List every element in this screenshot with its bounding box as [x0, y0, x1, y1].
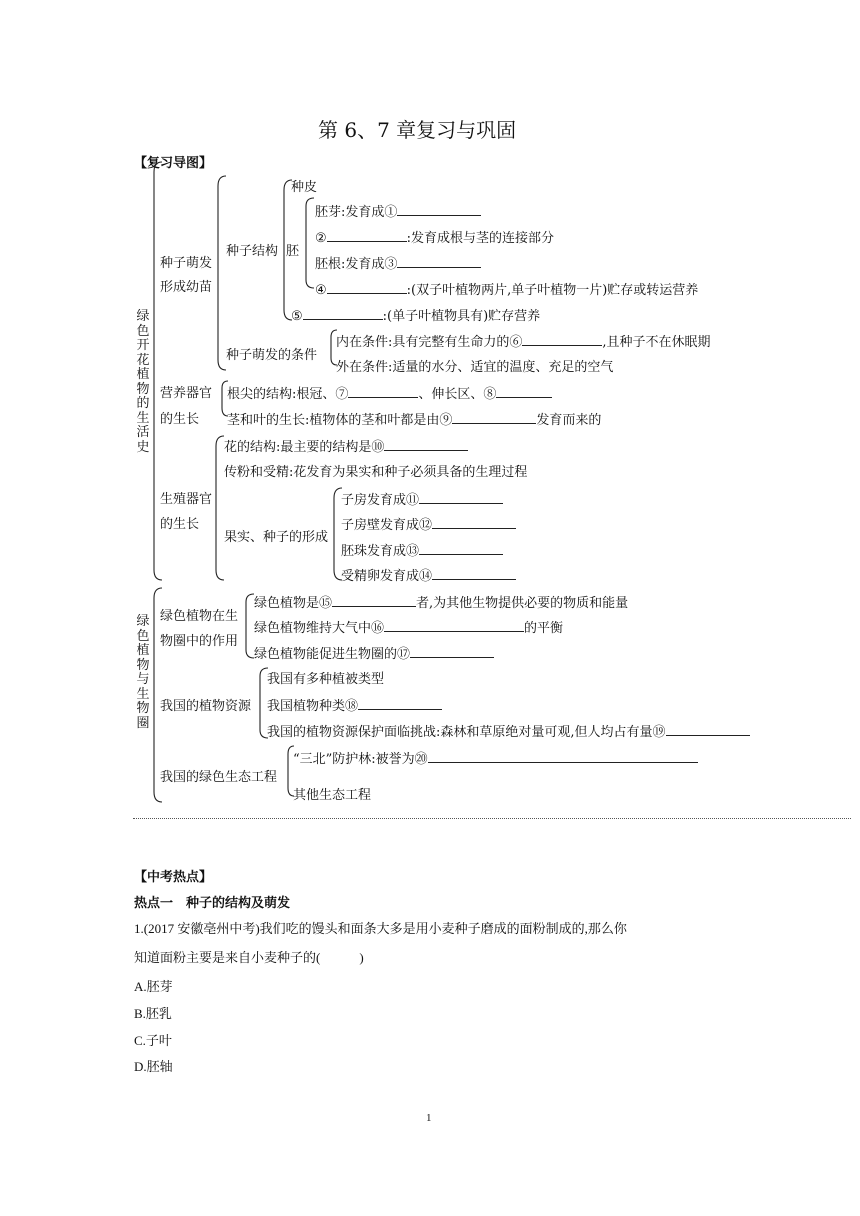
ovary-text: 子房发育成⑪: [341, 493, 420, 508]
blank-11: [419, 491, 503, 504]
vegetative-label-line2: 的生长: [160, 412, 200, 427]
page-number: 1: [426, 1112, 432, 1124]
radicle-num: ②: [315, 231, 327, 246]
hypocotyl-text: 胚根:发育成③: [315, 257, 398, 272]
hypocotyl-line: [315, 253, 481, 272]
radicle-line: [315, 227, 554, 246]
blank-3: [397, 255, 481, 268]
question-1-stem-line2: 知道面粉主要是来自小麦种子的( ): [134, 950, 364, 965]
fruit-seed-label: 果实、种子的形成: [224, 530, 329, 545]
question-1-stem-line1: 1.(2017 安徽亳州中考)我们吃的馒头和面条大多是用小麦种子磨成的面粉制成的,那么你: [134, 921, 627, 936]
ovary-wall-line: [341, 514, 516, 533]
reproductive-label-line1: 生殖器官: [160, 492, 213, 507]
blank-7: [348, 385, 418, 398]
root-tip-text: 根尖的结构:根冠、⑦: [227, 387, 349, 402]
ovule-line: [341, 540, 503, 559]
blank-17: [410, 645, 494, 658]
blank-12: [432, 516, 516, 529]
dotted-divider: [133, 818, 851, 819]
plumule-line: [315, 201, 481, 220]
eco-label: 我国的绿色生态工程: [160, 770, 278, 785]
germination-label-line1: 种子萌发: [160, 256, 213, 271]
role-label-line2: 物圈中的作用: [160, 634, 239, 649]
section-biosphere-label: 绿色植物与生物圈: [136, 614, 150, 731]
vegetative-label-line1: 营养器官: [160, 386, 213, 401]
challenge-text: 我国的植物资源保护面临挑战:森林和草原绝对量可观,但人均占有量⑲: [267, 725, 666, 740]
blank-1: [397, 203, 481, 216]
radicle-tail: :发育成根与茎的连接部分: [406, 231, 555, 246]
cotyledon-tail: :(双子叶植物两片,单子叶植物一片)贮存或转运营养: [406, 283, 699, 298]
blank-9: [452, 411, 536, 424]
option-c: C.子叶: [134, 1033, 172, 1048]
option-a: A.胚芽: [134, 979, 173, 994]
vegetation-types: 我国有多种植被类型: [267, 672, 385, 687]
ovary-line: [341, 489, 503, 508]
blank-2: [327, 229, 407, 242]
blank-6: [522, 333, 602, 346]
option-b: B.胚乳: [134, 1006, 172, 1021]
blank-18: [358, 697, 442, 710]
zygote-line: [341, 565, 516, 584]
cycle-text: 绿色植物能促进生物圈的⑰: [254, 647, 411, 662]
resources-label: 我国的植物资源: [160, 699, 252, 714]
blank-14: [432, 567, 516, 580]
endosperm-tail: :(单子叶植物具有)贮存营养: [382, 309, 541, 324]
blank-13: [419, 542, 503, 555]
cotyledon-num: ④: [315, 283, 327, 298]
blank-20: [428, 750, 698, 763]
internal-tail: ,且种子不在休眠期: [602, 335, 711, 350]
blank-19: [666, 723, 750, 736]
blank-16: [384, 619, 524, 632]
three-north-text: “三北”防护林:被誉为⑳: [293, 752, 428, 767]
flower-structure-line: [224, 436, 468, 455]
species-line: [267, 695, 442, 714]
germination-label-line2: 形成幼苗: [160, 280, 213, 295]
role-label-line1: 绿色植物在生: [160, 609, 239, 624]
ovary-wall-text: 子房壁发育成⑫: [341, 518, 433, 533]
cotyledon-line: [315, 279, 698, 298]
producer-tail: 者,为其他生物提供必要的物质和能量: [416, 596, 629, 611]
plumule-text: 胚芽:发育成①: [315, 205, 398, 220]
external-condition: 外在条件:适量的水分、适宜的温度、充足的空气: [336, 360, 614, 375]
internal-text: 内在条件:具有完整有生命力的⑥: [336, 335, 523, 350]
option-d: D.胚轴: [134, 1059, 173, 1074]
zygote-text: 受精卵发育成⑭: [341, 569, 433, 584]
review-map-header: 【复习导图】: [134, 156, 213, 171]
stem-leaf-line: [227, 409, 601, 428]
exam-hotspot-header: 【中考热点】: [134, 870, 213, 885]
blank-5: [303, 307, 383, 320]
ovule-text: 胚珠发育成⑬: [341, 544, 420, 559]
hotspot-1-title: 热点一 种子的结构及萌发: [134, 896, 291, 911]
cycle-line: [254, 643, 494, 662]
balance-line: [254, 617, 563, 636]
challenge-line: [267, 721, 750, 740]
stem-leaf-tail: 发育而来的: [536, 413, 602, 428]
internal-condition: [336, 331, 711, 350]
section-life-history-label: 绿色开花植物的生活史: [136, 309, 150, 455]
seed-structure-label: 种子结构: [226, 244, 279, 259]
pollination-line: 传粉和受精:花发育为果实和种子必须具备的生理过程: [224, 465, 528, 480]
flower-structure-text: 花的结构:最主要的结构是⑩: [224, 440, 385, 455]
producer-line: [254, 592, 628, 611]
producer-text: 绿色植物是⑮: [254, 596, 333, 611]
page-title: 第 6、7 章复习与巩固: [318, 118, 517, 142]
embryo-label: 胚: [286, 244, 300, 259]
blank-10: [384, 438, 468, 451]
blank-4: [327, 281, 407, 294]
endosperm-num: ⑤: [291, 309, 303, 324]
conditions-label: 种子萌发的条件: [226, 348, 318, 363]
stem-leaf-text: 茎和叶的生长:植物体的茎和叶都是由⑨: [227, 413, 453, 428]
seed-coat: 种皮: [291, 180, 318, 195]
three-north-line: [293, 748, 698, 767]
balance-text: 绿色植物维持大气中⑯: [254, 621, 385, 636]
blank-15: [332, 594, 416, 607]
balance-tail: 的平衡: [524, 621, 564, 636]
blank-8: [496, 385, 552, 398]
root-tip-line: [227, 383, 552, 402]
endosperm-line: [291, 305, 540, 324]
other-eco: 其他生态工程: [293, 788, 372, 803]
reproductive-label-line2: 的生长: [160, 517, 200, 532]
root-tip-mid: 、伸长区、⑧: [418, 387, 497, 402]
species-text: 我国植物种类⑱: [267, 699, 359, 714]
